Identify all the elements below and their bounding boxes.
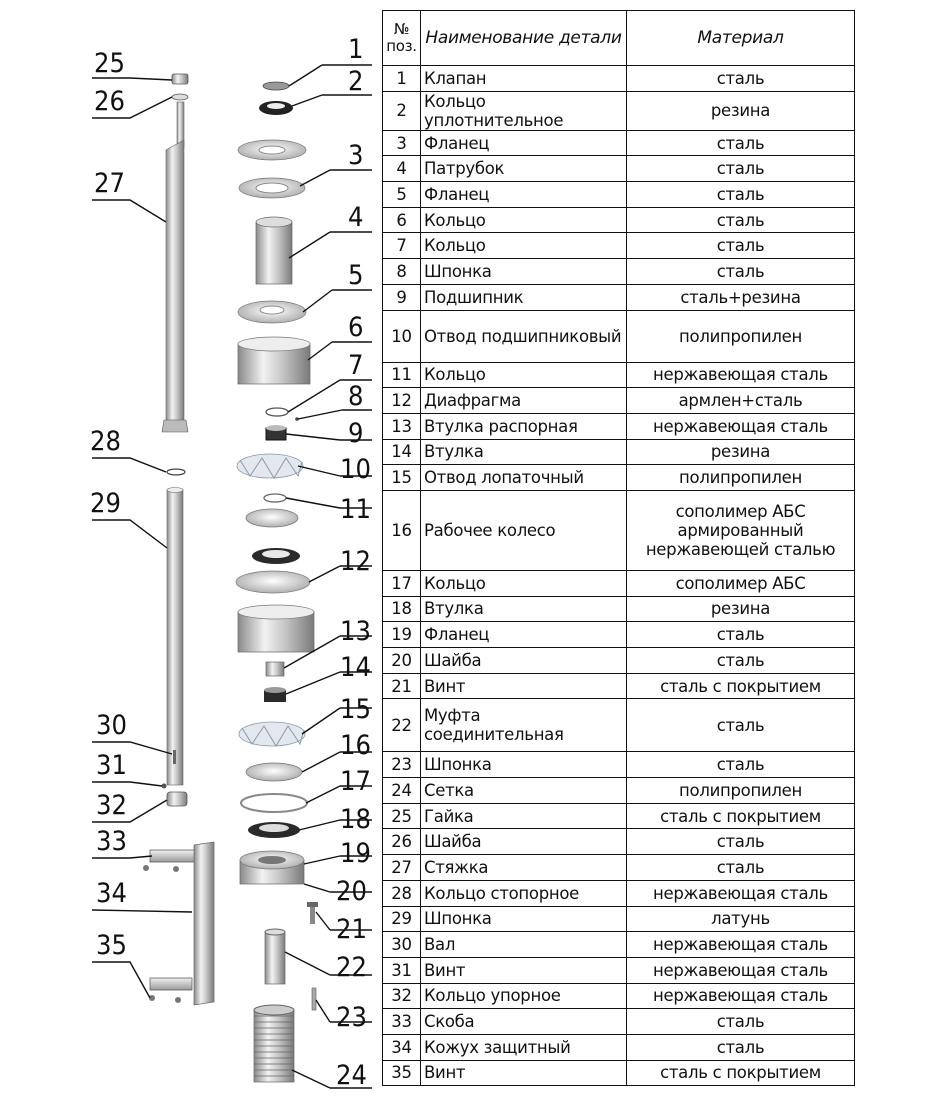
header-position: № поз. [383,11,421,66]
callout-9: 9 [348,418,364,449]
row-number: 4 [383,156,421,182]
table-row [383,1034,855,1060]
header-part-name: Наименование детали [421,11,627,66]
row-part-name: Сетка [421,778,627,804]
exploded-diagram [0,0,380,1116]
row-material: сталь [627,1034,855,1060]
table-row [383,855,855,881]
callout-17: 17 [340,766,371,797]
row-part-name: Втулка распорная [421,413,627,439]
table-row [383,66,855,92]
table-row [383,490,855,570]
part-18-bushing [248,822,300,838]
row-number: 21 [383,673,421,699]
part-14-bushing [264,687,286,702]
row-part-name: Кольцо [421,207,627,233]
part-12-diaphragm [236,548,310,593]
row-material: сталь [627,752,855,778]
table-row [383,699,855,752]
row-number: 32 [383,983,421,1009]
part-19-20-flange-washer [240,851,304,884]
row-part-name: Диафрагма [421,388,627,414]
row-material: нержавеющая сталь [627,957,855,983]
row-number: 24 [383,778,421,804]
row-material: сталь [627,66,855,92]
callout-28: 28 [90,426,121,457]
callout-29: 29 [90,488,121,519]
row-part-name: Шайба [421,648,627,674]
row-part-name: Фланец [421,622,627,648]
row-part-name: Патрубок [421,156,627,182]
row-part-name: Отвод подшипниковый [421,310,627,362]
row-part-name: Фланец [421,130,627,156]
part-34-protective-cover [194,842,214,1005]
header-material: Материал [627,11,855,66]
row-material: сталь с покрытием [627,673,855,699]
callout-3: 3 [348,140,364,171]
callout-8: 8 [348,381,364,412]
row-part-name: Втулка [421,439,627,465]
row-material: сталь с покрытием [627,1060,855,1086]
part-22-coupling [265,929,285,984]
table-row [383,983,855,1009]
callout-25: 25 [94,48,125,79]
row-number: 31 [383,957,421,983]
part-33-bracket [143,850,198,872]
row-part-name: Винт [421,957,627,983]
row-part-name: Кольцо уплотнительное [421,91,627,130]
row-part-name: Шпонка [421,906,627,932]
row-material: полипропилен [627,778,855,804]
row-part-name: Отвод лопаточный [421,465,627,491]
callout-30: 30 [96,710,127,741]
row-number: 18 [383,596,421,622]
callout-labels [90,34,371,1091]
row-part-name: Шайба [421,829,627,855]
row-number: 1 [383,66,421,92]
row-number: 5 [383,182,421,208]
callout-10: 10 [340,454,371,485]
row-material: полипропилен [627,465,855,491]
table-row [383,803,855,829]
row-material: сталь [627,855,855,881]
table-row [383,156,855,182]
row-material: нержавеющая сталь [627,880,855,906]
row-material: нержавеющая сталь [627,983,855,1009]
callout-21: 21 [336,914,367,945]
part-13-spacer [238,605,314,676]
callout-16: 16 [340,730,371,761]
row-material: нержавеющая сталь [627,932,855,958]
callout-26: 26 [94,86,125,117]
row-number: 35 [383,1060,421,1086]
callout-1: 1 [348,34,364,65]
part-17-ring [241,794,307,812]
table-row [383,648,855,674]
row-part-name: Фланец [421,182,627,208]
row-material: резина [627,91,855,130]
row-material: сталь [627,156,855,182]
callout-5: 5 [348,260,364,291]
row-material: нержавеющая сталь [627,362,855,388]
leader-lines [92,65,372,1088]
row-part-name: Кожух защитный [421,1034,627,1060]
callout-15: 15 [340,694,371,725]
part-10-bearing-diffuser [237,454,303,478]
row-material: сталь [627,130,855,156]
row-material: сталь с покрытием [627,803,855,829]
row-number: 20 [383,648,421,674]
row-material: резина [627,596,855,622]
part-5-flange [238,301,306,323]
callout-11: 11 [340,494,371,525]
part-15-vane-diffuser [239,722,305,746]
row-part-name: Втулка [421,596,627,622]
table-row [383,880,855,906]
table-row [383,829,855,855]
row-number: 30 [383,932,421,958]
row-material: сополимер АБС армированный нержавеющей сталью [627,490,855,570]
row-number: 29 [383,906,421,932]
row-number: 9 [383,284,421,310]
callout-31: 31 [96,750,127,781]
row-part-name: Стяжка [421,855,627,881]
part-6-ring [238,337,310,384]
table-header-row [383,11,855,66]
row-material: сополимер АБС [627,570,855,596]
row-number: 2 [383,91,421,130]
table-row [383,957,855,983]
part-23-key [312,988,316,1010]
table-row [383,284,855,310]
row-part-name: Кольцо стопорное [421,880,627,906]
row-part-name: Рабочее колесо [421,490,627,570]
row-material: сталь [627,699,855,752]
callout-12: 12 [340,546,371,577]
row-number: 34 [383,1034,421,1060]
row-number: 33 [383,1009,421,1035]
callout-34: 34 [96,878,127,909]
row-number: 15 [383,465,421,491]
callout-18: 18 [340,804,371,835]
row-number: 13 [383,413,421,439]
table-row [383,622,855,648]
callout-2: 2 [348,66,364,97]
row-part-name: Кольцо [421,233,627,259]
table-row [383,465,855,491]
row-material: сталь [627,233,855,259]
row-number: 25 [383,803,421,829]
row-number: 10 [383,310,421,362]
row-number: 26 [383,829,421,855]
table-row [383,1060,855,1086]
part-25-nut [172,74,188,84]
table-row [383,413,855,439]
callout-4: 4 [348,202,364,233]
part-32-thrust-ring [167,792,187,806]
row-part-name: Клапан [421,66,627,92]
part-35-bracket-screws [149,978,192,1003]
callout-24: 24 [336,1060,367,1091]
table-row [383,778,855,804]
row-material: армлен+сталь [627,388,855,414]
row-number: 14 [383,439,421,465]
part-1-valve [263,82,289,90]
row-material: сталь [627,182,855,208]
callout-33: 33 [96,826,127,857]
row-part-name: Шпонка [421,259,627,285]
table-row [383,130,855,156]
part-24-mesh [254,1005,294,1082]
row-number: 22 [383,699,421,752]
row-material: сталь [627,648,855,674]
part-26-washer [172,94,188,100]
row-material: сталь [627,1009,855,1035]
row-material: сталь [627,207,855,233]
table-row [383,207,855,233]
row-number: 8 [383,259,421,285]
part-2-seal-ring [259,101,293,115]
row-material: сталь+резина [627,284,855,310]
row-part-name: Скоба [421,1009,627,1035]
part-4-pipe [256,217,292,284]
table-row [383,310,855,362]
table-row [383,906,855,932]
part-16-impeller [246,763,302,781]
row-part-name: Кольцо [421,362,627,388]
row-number: 3 [383,130,421,156]
row-material: сталь [627,259,855,285]
part-29-30-shaft [167,488,183,786]
table-row [383,362,855,388]
callout-19: 19 [340,838,371,869]
row-material: латунь [627,906,855,932]
table-row [383,673,855,699]
row-part-name: Винт [421,673,627,699]
part-3-flange [238,140,306,198]
table-row [383,91,855,130]
table-row [383,1009,855,1035]
part-28-retaining-ring [167,469,185,475]
row-number: 11 [383,362,421,388]
row-number: 12 [383,388,421,414]
callout-23: 23 [336,1002,367,1033]
part-7-8-ring-key [266,408,299,421]
part-9-bearing [266,425,286,440]
table-row [383,596,855,622]
row-material: сталь [627,622,855,648]
callout-13: 13 [340,616,371,647]
table-row [383,233,855,259]
callout-6: 6 [348,312,364,343]
row-material: нержавеющая сталь [627,413,855,439]
row-part-name: Кольцо [421,570,627,596]
row-number: 23 [383,752,421,778]
part-31-screw [162,784,167,789]
row-part-name: Шпонка [421,752,627,778]
callout-14: 14 [340,652,371,683]
table-row [383,752,855,778]
row-part-name: Вал [421,932,627,958]
row-material: резина [627,439,855,465]
callout-20: 20 [336,876,367,907]
row-material: полипропилен [627,310,855,362]
callout-22: 22 [336,952,367,983]
row-number: 19 [383,622,421,648]
table-row [383,182,855,208]
callout-27: 27 [94,168,125,199]
table-row [383,570,855,596]
part-27-tie-rod [162,102,188,432]
row-number: 27 [383,855,421,881]
table-row [383,388,855,414]
table-row [383,932,855,958]
callout-35: 35 [96,930,127,961]
table-row [383,259,855,285]
row-number: 28 [383,880,421,906]
row-part-name: Муфта соединительная [421,699,627,752]
row-material: сталь [627,829,855,855]
callout-32: 32 [96,790,127,821]
row-number: 7 [383,233,421,259]
row-part-name: Кольцо упорное [421,983,627,1009]
row-part-name: Винт [421,1060,627,1086]
row-number: 6 [383,207,421,233]
row-part-name: Гайка [421,803,627,829]
table-row [383,439,855,465]
row-part-name: Подшипник [421,284,627,310]
row-number: 17 [383,570,421,596]
parts-table [382,10,855,1086]
callout-7: 7 [348,350,364,381]
row-number: 16 [383,490,421,570]
